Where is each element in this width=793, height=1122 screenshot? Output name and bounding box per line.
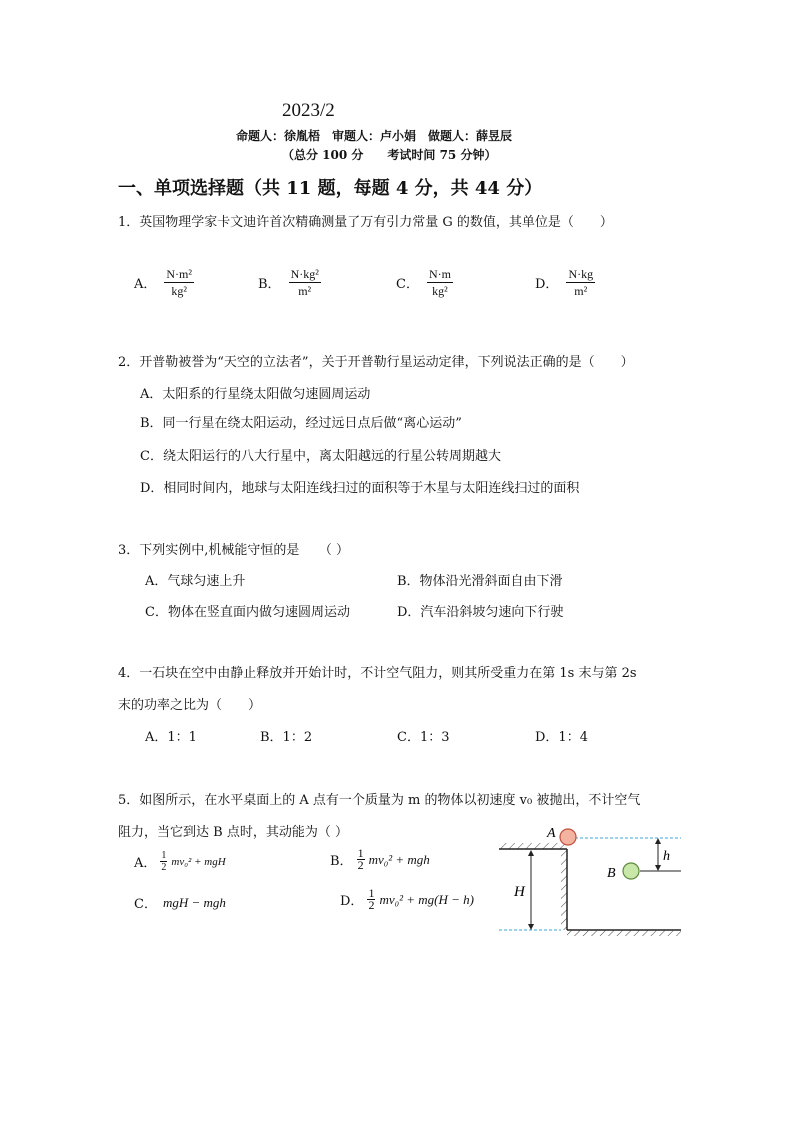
exam-year: 2023/2 [282,100,335,121]
q5-option-a-half-den: 2 [161,862,167,873]
q2-option-c: C．绕太阳运行的八大行星中，离太阳越远的行星公转周期越大 [140,449,501,464]
label-h-big: H [514,884,525,900]
q1-option-c [396,266,453,299]
q5-option-a [134,850,226,873]
q5-option-a-expr: mv₀² + mgH [171,855,226,868]
h-arrow-head-top [655,838,661,844]
q3-option-b: B．物体沿光滑斜面自由下滑 [397,574,563,589]
q5-figure [495,820,685,940]
q1-stem: 1．英国物理学家卡文迪许首次精确测量了万有引力常量 G 的数值，其单位是（ ） [118,215,613,230]
q5-option-b-label: B． [330,854,353,869]
table-top-hatch [499,843,567,849]
q5-stem-line1: 5．如图所示，在水平桌面上的 A 点有一个质量为 m 的物体以初速度 v₀ 被抛出，不计空气 [118,793,641,808]
authors-line: 命题人：徐胤梧 审题人：卢小娟 做题人：薛昱辰 [236,129,513,143]
q4-option-d: D．1：4 [535,730,588,745]
q4-option-a: A．1：1 [145,730,197,745]
q1-option-d-fraction [566,266,595,299]
q1-option-d-den: m² [574,284,588,298]
q2-stem: 2．开普勒被誉为“天空的立法者”，关于开普勒行星运动定律，下列说法正确的是（ ） [118,355,634,370]
q3-option-d: D．汽车沿斜坡匀速向下行驶 [397,605,564,620]
q5-option-b-half-num: 1 [357,846,364,860]
q5-option-d-half-den: 2 [368,898,375,912]
q1-option-b [258,266,321,299]
q5-option-d-label: D． [340,894,364,909]
ground-hatch [567,930,681,936]
q5-option-d-expr: mv₀² + mg(H − h) [379,891,474,907]
h-arrow-head-bottom [655,865,661,871]
q1-option-d-num: N·kg [568,267,594,281]
q5-option-a-label: A． [134,856,157,871]
q5-option-a-half [160,850,167,873]
q3-option-a: A．气球匀速上升 [145,574,246,589]
q5-option-c [134,893,226,912]
q1-option-b-den: m² [298,284,312,298]
q4-option-b: B．1：2 [260,730,313,745]
q1-option-d [535,266,595,299]
q1-option-d-label: D． [535,277,559,292]
q5-option-b-expr: mv₀² + mgh [368,851,430,867]
q1-option-b-num: N·kg² [290,267,319,281]
q1-option-c-den: kg² [432,284,448,298]
q5-option-a-half-num: 1 [161,850,167,861]
label-a: A [547,826,556,841]
q5-option-c-label: C． [134,897,157,912]
q5-stem-line2: 阻力，当它到达 B 点时，其动能为（ ） [118,825,348,840]
q5-option-d-half [367,888,375,911]
q2-option-a: A．太阳系的行星绕太阳做匀速圆周运动 [140,387,371,402]
q2-option-d: D．相同时间内，地球与太阳连线扫过的面积等于木星与太阳连线扫过的面积 [140,481,580,496]
q4-stem-line1: 4．一石块在空中由静止释放并开始计时，不计空气阻力，则其所受重力在第 1s 末与第 2s [118,666,637,681]
section-title: 一、单项选择题（共 11 题，每题 4 分，共 44 分） [118,178,543,199]
ball-a [560,829,576,845]
q4-option-c: C．1：3 [397,730,450,745]
wall-hatch [561,849,567,930]
q3-stem: 3．下列实例中,机械能守恒的是 （ ） [118,543,350,558]
q1-option-a [134,266,194,299]
q1-option-c-fraction [427,266,453,299]
q1-option-a-label: A． [134,277,157,292]
q1-option-b-fraction [289,266,321,299]
q5-option-d-half-num: 1 [368,886,375,900]
q1-option-c-num: N·m [428,267,451,281]
label-h-small: h [663,849,670,864]
q3-option-c: C．物体在竖直面内做匀速圆周运动 [145,605,350,620]
q1-option-a-num: N·m² [166,267,192,281]
q4-stem-line2: 末的功率之比为（ ） [118,698,262,713]
q1-option-a-fraction [164,266,194,299]
label-b: B [607,866,616,881]
q1-option-b-label: B． [258,277,281,292]
q5-option-b-half [357,848,365,871]
q5-option-c-expr: mgH − mgh [162,894,226,910]
q1-option-c-label: C． [396,277,419,292]
q2-option-b: B．同一行星在绕太阳运动，经过远日点后做“离心运动” [140,416,462,431]
q5-option-d [340,888,474,911]
big-h-arrow-head-top [528,850,534,856]
q1-option-a-den: kg² [171,284,187,298]
ball-b [623,863,639,879]
q5-option-b-half-den: 2 [357,858,364,872]
score-time-line: （总分 100 分 考试时间 75 分钟） [282,148,497,162]
q5-option-b [330,848,430,871]
big-h-arrow-head-bottom [528,924,534,930]
